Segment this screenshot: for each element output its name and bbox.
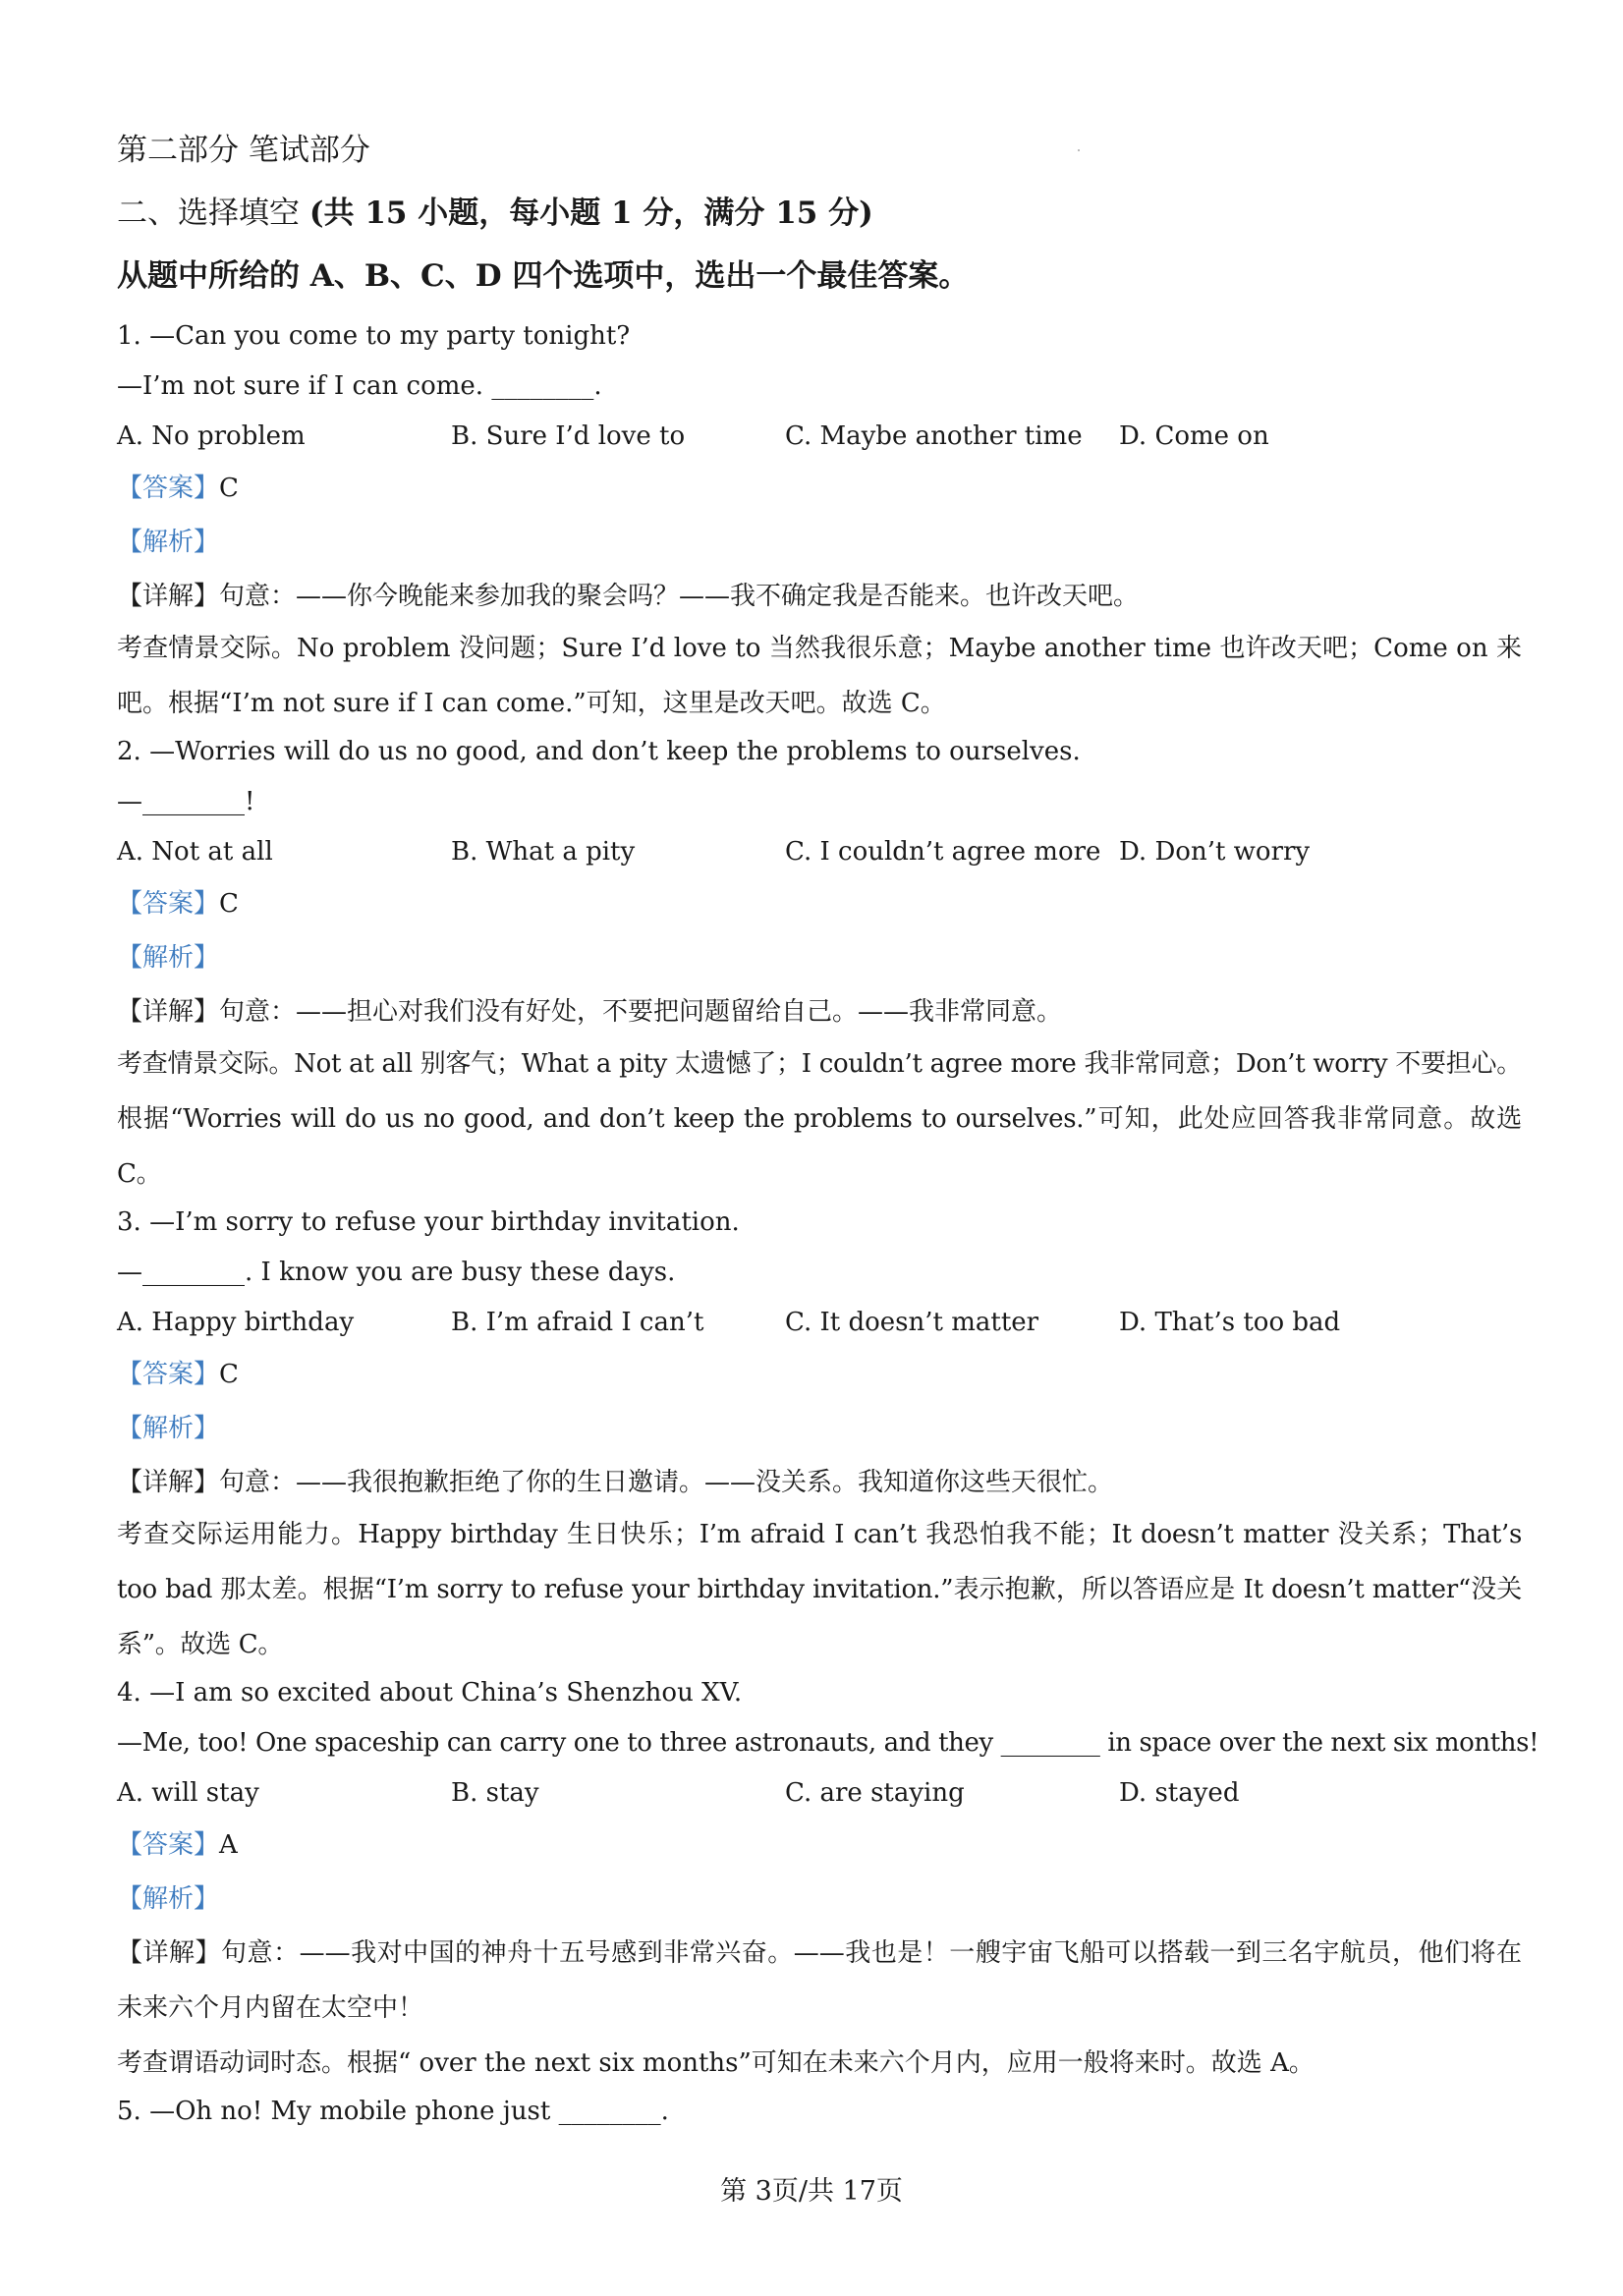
answer-row	[117, 472, 1522, 505]
detail-label: 【详解】	[117, 1938, 222, 1968]
page-footer: 第 3页/共 17页	[720, 2176, 903, 2207]
option-b: B. What a pity	[451, 837, 636, 867]
answer-row	[117, 1828, 1522, 1862]
option-c: C. Maybe another time	[785, 421, 1083, 451]
answer-value: C	[219, 474, 239, 503]
detail-text: 句意：——担心对我们没有好处，不要把问题留给自己。——我非常同意。	[219, 997, 1063, 1027]
question-1	[117, 319, 1522, 731]
part-title: 第二部分 笔试部分	[117, 133, 370, 168]
question-stem: 1. —Can you come to my party tonight?	[117, 321, 631, 351]
page-content	[117, 131, 1539, 2145]
detail-label: 【详解】	[117, 582, 220, 611]
answer-label: 【答案】	[117, 1360, 220, 1389]
answer-value: A	[219, 1830, 238, 1860]
options	[117, 1776, 1522, 1810]
option-d: D. That’s too bad	[1119, 1308, 1341, 1337]
option-a: A. No problem	[117, 421, 306, 451]
analysis-label: 【解析】	[117, 943, 220, 973]
question-stem-reply: —Me, too! One spaceship can carry one to three astronauts, and they ________ in space over the next six months!	[117, 1728, 1539, 1758]
detail-label: 【详解】	[117, 1468, 220, 1497]
option-a: A. will stay	[117, 1778, 259, 1808]
question-4	[117, 1676, 1539, 2091]
question-stem-reply: —________. I know you are busy these days.	[117, 1258, 676, 1287]
answer-row	[117, 1358, 1522, 1391]
detail-text: 句意：——我对中国的神舟十五号感到非常兴奋。——我也是！一艘宇宙飞船可以搭载一到三名宇航员，他们将在未来六个月内留在太空中！	[117, 1938, 1522, 2023]
answer-value: C	[219, 889, 239, 919]
answer-label: 【答案】	[117, 474, 220, 503]
option-b: B. I’m afraid I can’t	[451, 1308, 704, 1337]
detail-text: 句意：——你今晚能来参加我的聚会吗？——我不确定我是否能来。也许改天吧。	[219, 582, 1140, 611]
answer-row	[117, 887, 1522, 921]
explanation: 考查交际运用能力。Happy birthday 生日快乐；I’m afraid I can’t 我恐怕我不能；It doesn’t matter 没关系；That’s too bad 那太差。根据“I’m sorry to refuse your birthday invitation.”表示抱歉，所以答语应是 It doesn’t matter“没关系”。故选 C。	[117, 1520, 1522, 1659]
option-c: C. It doesn’t matter	[785, 1308, 1039, 1337]
section-title-a: 二、选择填空	[117, 196, 309, 231]
option-c: C. are staying	[785, 1778, 965, 1808]
explanation: 考查情景交际。Not at all 别客气；What a pity 太遗憾了；I couldn’t agree more 我非常同意；Don’t worry 不要担心。根据“Worries will do us no good, and don’t keep the problems to ourselves.”可知，此处应回答我非常同意。故选 C。	[117, 1049, 1522, 1189]
detail-label: 【详解】	[117, 997, 220, 1027]
section-title-b: (共 15 小题，每小题 1 分，满分 15 分)	[308, 196, 873, 231]
question-stem: 4. —I am so excited about China’s Shenzhou XV.	[117, 1678, 743, 1708]
question-stem-reply: —________!	[117, 787, 255, 816]
answer-label: 【答案】	[117, 1830, 220, 1860]
analysis-label: 【解析】	[117, 1414, 220, 1443]
options	[117, 835, 1522, 868]
detail-row	[117, 1926, 1522, 2036]
detail-row	[117, 995, 1522, 1029]
question-stem: 2. —Worries will do us no good, and don’t keep the problems to ourselves.	[117, 737, 1081, 766]
explanation: 考查情景交际。No problem 没问题；Sure I’d love to 当然我很乐意；Maybe another time 也许改天吧；Come on 来吧。根据“I’m not sure if I can come.”可知，这里是改天吧。故选 C。	[117, 634, 1522, 718]
answer-label: 【答案】	[117, 889, 220, 919]
section-title	[117, 194, 1522, 233]
option-b: B. stay	[451, 1778, 539, 1808]
instruction: 从题中所给的 A、B、C、D 四个选项中，选出一个最佳答案。	[117, 258, 970, 294]
option-b: B. Sure I’d love to	[451, 421, 686, 451]
question-5-stem: 5. —Oh no! My mobile phone just ________.	[117, 2097, 669, 2126]
question-stem: 3. —I’m sorry to refuse your birthday invitation.	[117, 1207, 740, 1237]
analysis-label: 【解析】	[117, 528, 220, 557]
option-c: C. I couldn’t agree more	[785, 837, 1101, 867]
question-2	[117, 735, 1522, 1202]
analysis-label: 【解析】	[117, 1884, 220, 1914]
options	[117, 420, 1522, 453]
option-a: A. Not at all	[117, 837, 273, 867]
explanation: 考查谓语动词时态。根据“ over the next six months”可知在未来六个月内，应用一般将来时。故选 A。	[117, 2048, 1315, 2078]
question-stem-reply: —I’m not sure if I can come. ________.	[117, 371, 602, 401]
option-d: D. Don’t worry	[1119, 837, 1311, 867]
detail-row	[117, 580, 1522, 613]
option-d: D. Come on	[1119, 421, 1269, 451]
question-3	[117, 1205, 1522, 1672]
answer-value: C	[219, 1360, 239, 1389]
detail-row	[117, 1466, 1522, 1499]
option-d: D. stayed	[1119, 1778, 1240, 1808]
detail-text: 句意：——我很抱歉拒绝了你的生日邀请。——没关系。我知道你这些天很忙。	[219, 1468, 1114, 1497]
option-a: A. Happy birthday	[117, 1308, 355, 1337]
options	[117, 1306, 1522, 1339]
